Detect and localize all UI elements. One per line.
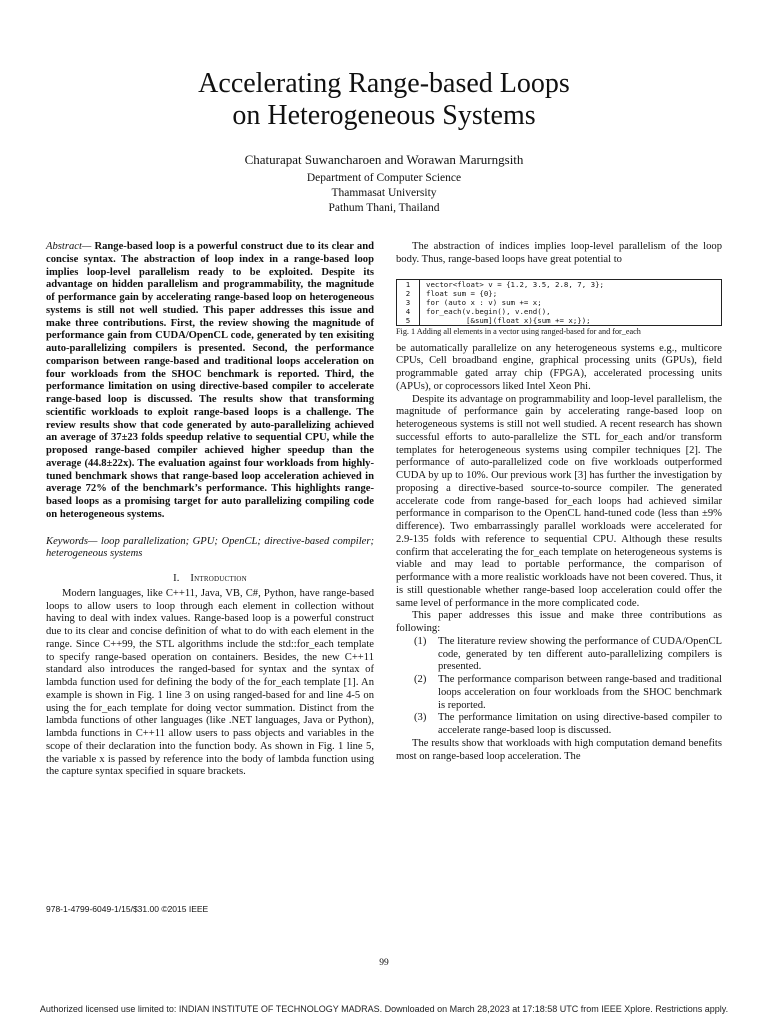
right-column bbox=[396, 241, 722, 763]
code-line-text: [&sum](float x){sum += x;}); bbox=[426, 315, 591, 325]
code-line-text: vector<float> v = {1.2, 3.5, 2.8, 7, 3}; bbox=[426, 279, 604, 289]
code-line-number: 2 bbox=[397, 289, 420, 298]
code-line bbox=[397, 280, 721, 289]
code-line bbox=[397, 307, 721, 316]
authors: Chaturapat Suwancharoen and Worawan Marurngsith bbox=[244, 152, 524, 167]
code-line bbox=[397, 289, 721, 298]
contribution-text: The performance limitation on using directive-based compiler to accelerate range-based loop is discussed. bbox=[438, 712, 722, 736]
license-footer: Authorized licensed use limited to: INDIAN INSTITUTE OF TECHNOLOGY MADRAS. Downloaded on March 28,2023 at 17:18:58 UTC from IEEE Xplore. Restrictions apply. bbox=[39, 1004, 729, 1014]
contribution-item bbox=[396, 674, 722, 712]
contribution-text: The literature review showing the performance of CUDA/OpenCL code, generated by ten different auto-parallelizing compilers is presented. bbox=[438, 635, 722, 673]
affiliation-university: Thammasat University bbox=[331, 187, 437, 199]
code-line-number: 1 bbox=[397, 280, 420, 289]
abstract bbox=[46, 241, 374, 522]
code-line-number: 5 bbox=[397, 316, 420, 325]
contribution-item bbox=[396, 636, 722, 674]
isbn-line: 978-1-4799-6049-1/15/$31.00 ©2015 IEEE bbox=[46, 904, 209, 914]
contribution-marker: (2) bbox=[414, 674, 427, 685]
abstract-label: Abstract— bbox=[46, 241, 92, 252]
right-paragraph-1: The abstraction of indices implies loop-level parallelism of the loop body. Thus, range-based loops have great potential to bbox=[396, 241, 722, 265]
title-line-1: Accelerating Range-based Loops bbox=[198, 68, 570, 99]
title-line-2: on Heterogeneous Systems bbox=[232, 100, 536, 131]
code-line bbox=[397, 316, 721, 325]
affiliation-department: Department of Computer Science bbox=[306, 172, 462, 184]
section-heading-introduction: I. Introduction bbox=[173, 573, 247, 584]
code-line-number: 4 bbox=[397, 307, 420, 316]
keywords: Keywords— loop parallelization; GPU; OpenCL; directive-based compiler; heterogeneous systems bbox=[46, 535, 374, 560]
code-line-text: float sum = {0}; bbox=[426, 288, 498, 298]
code-line bbox=[397, 298, 721, 307]
affiliation bbox=[0, 171, 768, 216]
code-listing bbox=[396, 279, 722, 326]
contribution-text: The performance comparison between range-based and traditional loops acceleration on four workloads from the SHOC benchmark is reported. bbox=[438, 674, 722, 711]
right-paragraph-4: This paper addresses this issue and make three contributions as following: bbox=[396, 610, 722, 634]
right-paragraph-2: be automatically parallelize on any heterogeneous systems e.g., multicore CPUs, Cell broadband engine, graphical processing units (GPUs), field programmable gated array chip (FPGA), accelerated processing units (APUs), or coprocessors liked Intel Xeon Phi. bbox=[396, 342, 722, 392]
figure-caption: Fig. 1 Adding all elements in a vector using ranged-based for and for_each bbox=[396, 326, 641, 336]
contribution-item bbox=[396, 712, 722, 738]
contribution-marker: (1) bbox=[414, 635, 427, 647]
contribution-marker: (3) bbox=[414, 712, 427, 724]
page-number: 99 bbox=[379, 958, 389, 968]
left-column bbox=[46, 241, 374, 779]
affiliation-location: Pathum Thani, Thailand bbox=[328, 202, 440, 214]
right-paragraph-3: Despite its advantage on programmability and loop-level parallelism, the magnitude of performance gain by accelerating range-based loop on heterogeneous systems is still not well studied. A recent research has shown successful efforts to auto-parallelize the STL for_each and/or transform templates for heterogeneous systems using compiler techniques [2]. The performance of auto-parallelized code on five workloads outperformed CUDA by up to 10%. Our previous work [3] has further the investigation by proposing a directive-based source-to-source compiler. The generated accelerate code from range-based for_each loops had achieved similar performance in comparison to the OpenCL hand-tuned code (less than ±9% difference). Two embarrassingly parallel workloads were accelerated for 2.9-135 folds with reference to sequential CPU. Although these results confirm that accelerating the for_each template on heterogeneous systems is viable and may lead to portable performance, the comparison of performance with a more realistic workloads have not been covered. Thus, it is still questionable whether range-based loop acceleration could offer the same level of performance in the more complicated code. bbox=[396, 393, 722, 609]
code-line-text: for (auto x : v) sum += x; bbox=[426, 297, 542, 307]
paper-title bbox=[0, 68, 768, 132]
intro-paragraph: Modern languages, like C++11, Java, VB, C#, Python, have range-based loops to allow users to loop through each element in collection without having to deal with index values. Range-based loop is a powerful construct due to its clear and concise definition of what to do with each element in the range. Since C++99, the STL algorithms include the std::for_each template to specify range-based operation on containers. Besides, the new C++11 standard also introduces the ranged-based for syntax and the syntax of lambda function used for defining the body of the for_each template [1]. An example is shown in Fig. 1 line 3 on using ranged-based for and line 4-5 on using the for_each template for doing vector summation. Distinct from the lambda functions of other languages (like .NET languages, Java or Python), lambda functions in C++11 allow users to pass objects and variables in the scope of their declaration into the function body. As shown in Fig. 1 line 5, the variable x is passed by reference into the body of lambda function using the capture syntax specified in square brackets. bbox=[46, 587, 374, 778]
code-line-text: for_each(v.begin(), v.end(), bbox=[426, 306, 551, 316]
code-line-number: 3 bbox=[397, 298, 420, 307]
contributions-list bbox=[396, 636, 722, 738]
abstract-text: Range-based loop is a powerful construct due to its clear and concise syntax. The abstraction of loop index in a range-based loop implies loop-level parallelism ready to be exploited. Despite its advantage on hidden parallelism and programmability, the magnitude of performance gain by accelerating range-based loop on heterogeneous systems is still not well studied. This paper addresses this issue and make three contributions. First, the review showing the magnitude of performance gain from CUDA/OpenCL code, generated by ten exisiting auto-parallelizing compilers is presented. Second, the performance comparison between range-based and traditional loops acceleration on four workloads from the SHOC benchmark is reported. Third, the performance limitation on using directive-based compiler to accelerate range-based loop is discussed. The results show that transforming scientific workloads to exploit range-based loops is a challenge. The review results show that code generated by auto-parallelizing achieved an average of 37±23 folds speedup relative to sequential CPU, while the proposed range-based compiler achieved higher speedup than the average (44.8±22x). The evaluation against four workloads from highly-tuned benchmark shows that range-based loop acceleration achieved in average 72% of the benchmark’s performance. This highlights range-based loops as a promising target for auto parallelizing compiling code on heterogeneous systems. bbox=[46, 241, 374, 520]
right-paragraph-5: The results show that workloads with high computation demand benefits most on range-based loop acceleration. The bbox=[396, 737, 722, 762]
